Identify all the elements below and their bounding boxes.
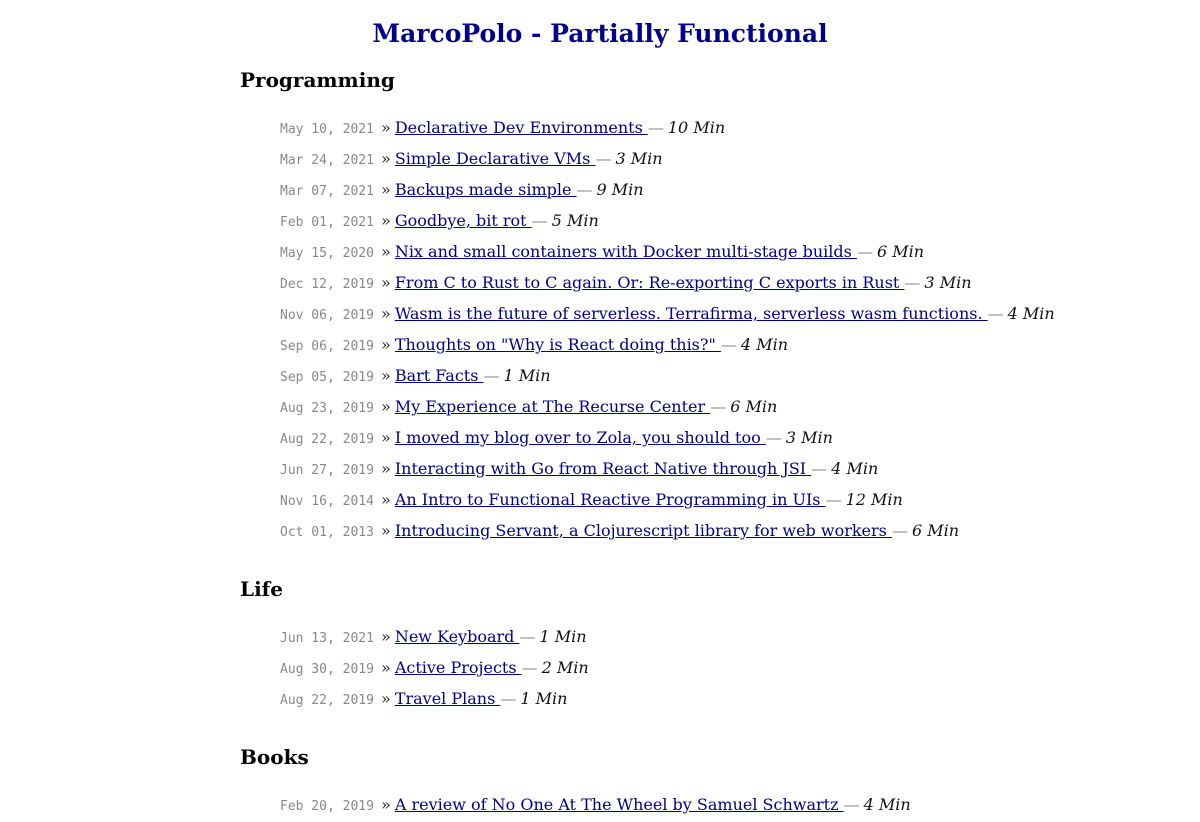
post-item	[280, 360, 1080, 391]
post-title-link[interactable]: An Intro to Functional Reactive Programming in UIs	[394, 490, 826, 509]
section-books	[240, 743, 1000, 814]
post-title-link[interactable]: Goodbye, bit rot	[394, 211, 532, 230]
post-item	[280, 267, 1080, 298]
post-date: Dec 12, 2019	[280, 277, 374, 292]
reading-time: 6 Min	[911, 521, 960, 540]
post-title-link[interactable]: Introducing Servant, a Clojurescript library for web workers	[394, 521, 892, 540]
post-date: Mar 07, 2021	[280, 184, 374, 199]
post-item	[280, 298, 1080, 329]
post-item	[280, 652, 1080, 683]
time-separator: —	[647, 118, 664, 137]
post-item	[280, 143, 1080, 174]
post-list	[280, 112, 1080, 546]
date-separator: »	[381, 211, 391, 230]
time-separator: —	[483, 366, 500, 385]
post-item	[280, 621, 1080, 652]
section-heading: Programming	[240, 68, 395, 92]
reading-time: 4 Min	[740, 335, 788, 354]
time-separator: —	[811, 459, 828, 478]
reading-time: 3 Min	[924, 273, 972, 292]
time-separator: —	[987, 304, 1004, 323]
post-title-link[interactable]: I moved my blog over to Zola, you should too	[394, 428, 766, 447]
date-separator: »	[381, 304, 391, 323]
time-separator: —	[720, 335, 737, 354]
post-item	[280, 236, 1080, 267]
date-separator: »	[381, 366, 391, 385]
post-item	[280, 205, 1080, 236]
post-date: Feb 01, 2021	[280, 215, 374, 230]
site-title[interactable]: MarcoPolo - Partially Functional	[372, 19, 828, 48]
post-title-link[interactable]: A review of No One At The Wheel by Samuel Schwartz	[394, 795, 844, 814]
date-separator: »	[381, 242, 391, 261]
post-date: Sep 06, 2019	[280, 339, 374, 354]
reading-time: 10 Min	[667, 118, 726, 137]
date-separator: »	[381, 627, 391, 646]
time-separator: —	[856, 242, 873, 261]
post-date: Aug 22, 2019	[280, 432, 374, 447]
post-date: May 15, 2020	[280, 246, 374, 261]
reading-time: 3 Min	[785, 428, 833, 447]
time-separator: —	[891, 521, 908, 540]
date-separator: »	[381, 459, 391, 478]
time-separator: —	[521, 658, 538, 677]
date-separator: »	[381, 490, 391, 509]
post-title-link[interactable]: Wasm is the future of serverless. Terrafirma, serverless wasm functions.	[394, 304, 988, 323]
post-item	[280, 683, 1080, 714]
date-separator: »	[381, 118, 391, 137]
post-title-link[interactable]: Backups made simple	[394, 180, 577, 199]
post-date: Aug 22, 2019	[280, 693, 374, 708]
date-separator: »	[381, 335, 391, 354]
post-date: Mar 24, 2021	[280, 153, 374, 168]
date-separator: »	[381, 180, 391, 199]
reading-time: 9 Min	[596, 180, 644, 199]
reading-time: 4 Min	[1007, 304, 1055, 323]
reading-time: 3 Min	[615, 149, 663, 168]
post-title-link[interactable]: Interacting with Go from React Native through JSI	[394, 459, 812, 478]
time-separator: —	[531, 211, 548, 230]
post-title-link[interactable]: Thoughts on "Why is React doing this?"	[394, 335, 721, 354]
post-date: Nov 16, 2014	[280, 494, 374, 509]
reading-time: 6 Min	[876, 242, 925, 261]
date-separator: »	[381, 397, 391, 416]
post-item	[280, 789, 1080, 820]
post-title-link[interactable]: Active Projects	[394, 658, 522, 677]
date-separator: »	[381, 689, 391, 708]
post-list	[280, 789, 1080, 820]
reading-time: 4 Min	[831, 459, 879, 478]
reading-time: 4 Min	[863, 795, 911, 814]
post-date: Sep 05, 2019	[280, 370, 374, 385]
post-date: Aug 30, 2019	[280, 662, 374, 677]
time-separator: —	[710, 397, 727, 416]
date-separator: »	[381, 149, 391, 168]
section-life	[240, 575, 1000, 708]
post-date: Feb 20, 2019	[280, 799, 374, 814]
time-separator: —	[904, 273, 921, 292]
date-separator: »	[381, 521, 391, 540]
post-item	[280, 391, 1080, 422]
post-title-link[interactable]: From C to Rust to C again. Or: Re-exporting C exports in Rust	[394, 273, 905, 292]
post-date: Oct 01, 2013	[280, 525, 374, 540]
date-separator: »	[381, 658, 391, 677]
time-separator: —	[595, 149, 612, 168]
time-separator: —	[500, 689, 517, 708]
reading-time: 1 Min	[520, 689, 568, 708]
time-separator: —	[576, 180, 593, 199]
time-separator: —	[765, 428, 782, 447]
post-title-link[interactable]: Declarative Dev Environments	[394, 118, 648, 137]
post-title-link[interactable]: New Keyboard	[394, 627, 520, 646]
post-date: Jun 27, 2019	[280, 463, 374, 478]
section-heading: Books	[240, 745, 309, 769]
post-item	[280, 453, 1080, 484]
reading-time: 5 Min	[551, 211, 599, 230]
post-item	[280, 484, 1080, 515]
post-list	[280, 621, 1080, 714]
reading-time: 1 Min	[539, 627, 587, 646]
reading-time: 2 Min	[541, 658, 589, 677]
post-date: May 10, 2021	[280, 122, 374, 137]
date-separator: »	[381, 273, 391, 292]
post-date: Aug 23, 2019	[280, 401, 374, 416]
time-separator: —	[825, 490, 842, 509]
post-title-link[interactable]: Travel Plans	[394, 689, 501, 708]
post-item	[280, 329, 1080, 360]
post-title-link[interactable]: Bart Facts	[394, 366, 484, 385]
time-separator: —	[519, 627, 536, 646]
post-title-link[interactable]: Simple Declarative VMs	[394, 149, 596, 168]
reading-time: 1 Min	[503, 366, 551, 385]
post-date: Nov 06, 2019	[280, 308, 374, 323]
post-item	[280, 422, 1080, 453]
post-item	[280, 515, 1080, 546]
post-item	[280, 174, 1080, 205]
post-item	[280, 112, 1080, 143]
section-heading: Life	[240, 577, 283, 601]
section-programming	[240, 66, 1055, 540]
post-date: Jun 13, 2021	[280, 631, 374, 646]
date-separator: »	[381, 428, 391, 447]
date-separator: »	[381, 795, 391, 814]
time-separator: —	[843, 795, 860, 814]
reading-time: 6 Min	[730, 397, 778, 416]
post-title-link[interactable]: My Experience at The Recurse Center	[394, 397, 711, 416]
reading-time: 12 Min	[845, 490, 903, 509]
post-title-link[interactable]: Nix and small containers with Docker multi-stage builds	[394, 242, 857, 261]
